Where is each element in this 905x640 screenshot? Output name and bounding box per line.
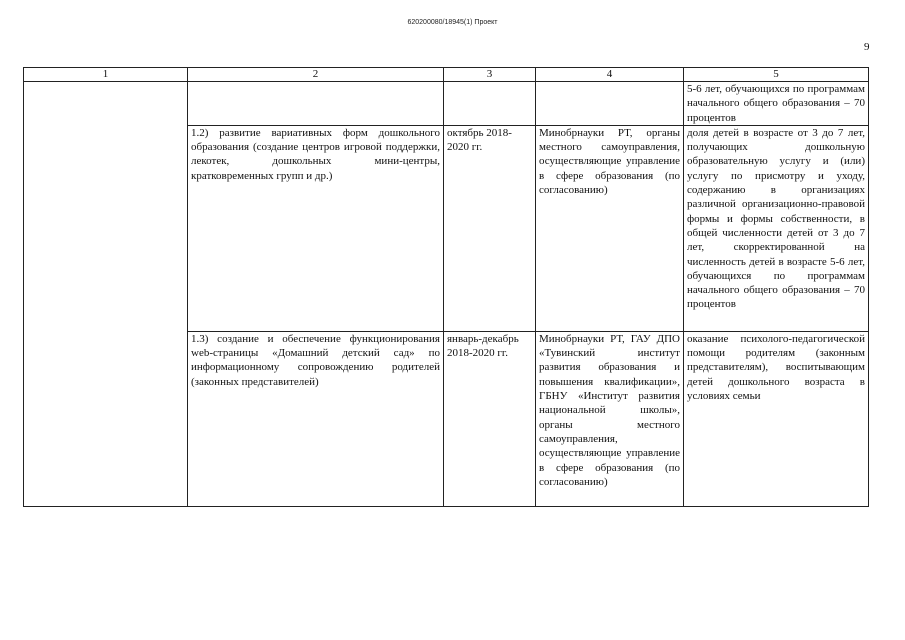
result-cell: доля детей в возрасте от 3 до 7 лет, получающих дошкольную образовательную услугу и (или) услугу по присмотру и уходу, содержанию в организациях различной организационно-правовой формы и формы собственности, в общей численности детей от 3 до 7 лет, скорректированной на численность детей в возрасте 5-6 лет, обучающихся по программам начального общего образования – 70 процентов [684,125,869,331]
empty-cell [444,82,536,126]
activity-cell: 1.3) создание и обеспечение функционирования web-страницы «Домашний детский сад» по информационному сопровождению родителей (законных представителей) [188,331,444,506]
plan-table [23,67,869,507]
period-cell: январь-декабрь 2018-2020 гг. [444,331,536,506]
document-header-code: 620200080/18945(1) Проект [407,19,498,26]
table-header-row [24,68,869,82]
page-number: 9 [864,41,870,53]
empty-cell [536,82,684,126]
column-number-1: 1 [24,68,188,82]
result-cell: оказание психолого-педагогической помощи родителям (законным представителям), воспитывающим детей дошкольного возраста в условиях семьи [684,331,869,506]
period-cell: октябрь 2018-2020 гг. [444,125,536,331]
column-number-3: 3 [444,68,536,82]
responsible-cell: Минобрнауки РТ, органы местного самоуправления, осуществляющие управление в сфере образования (по согласованию) [536,125,684,331]
responsible-cell: Минобрнауки РТ, ГАУ ДПО «Тувинский институт развития образования и повышения квалификации», ГБНУ «Институт развития национальной школы», органы местного самоуправления, осуществляющие управление в сфере образования (по согласованию) [536,331,684,506]
column-number-4: 4 [536,68,684,82]
activity-cell: 1.2) развитие вариативных форм дошкольного образования (создание центров игровой поддержки, лекотек, дошкольных мини-центры, кратковременных групп и др.) [188,125,444,331]
empty-cell [188,82,444,126]
column-number-5: 5 [684,68,869,82]
column-number-2: 2 [188,68,444,82]
table-row-continued [24,82,869,126]
result-cell: 5-6 лет, обучающихся по программам начального общего образования – 70 процентов [684,82,869,126]
empty-section-cell [24,82,188,507]
